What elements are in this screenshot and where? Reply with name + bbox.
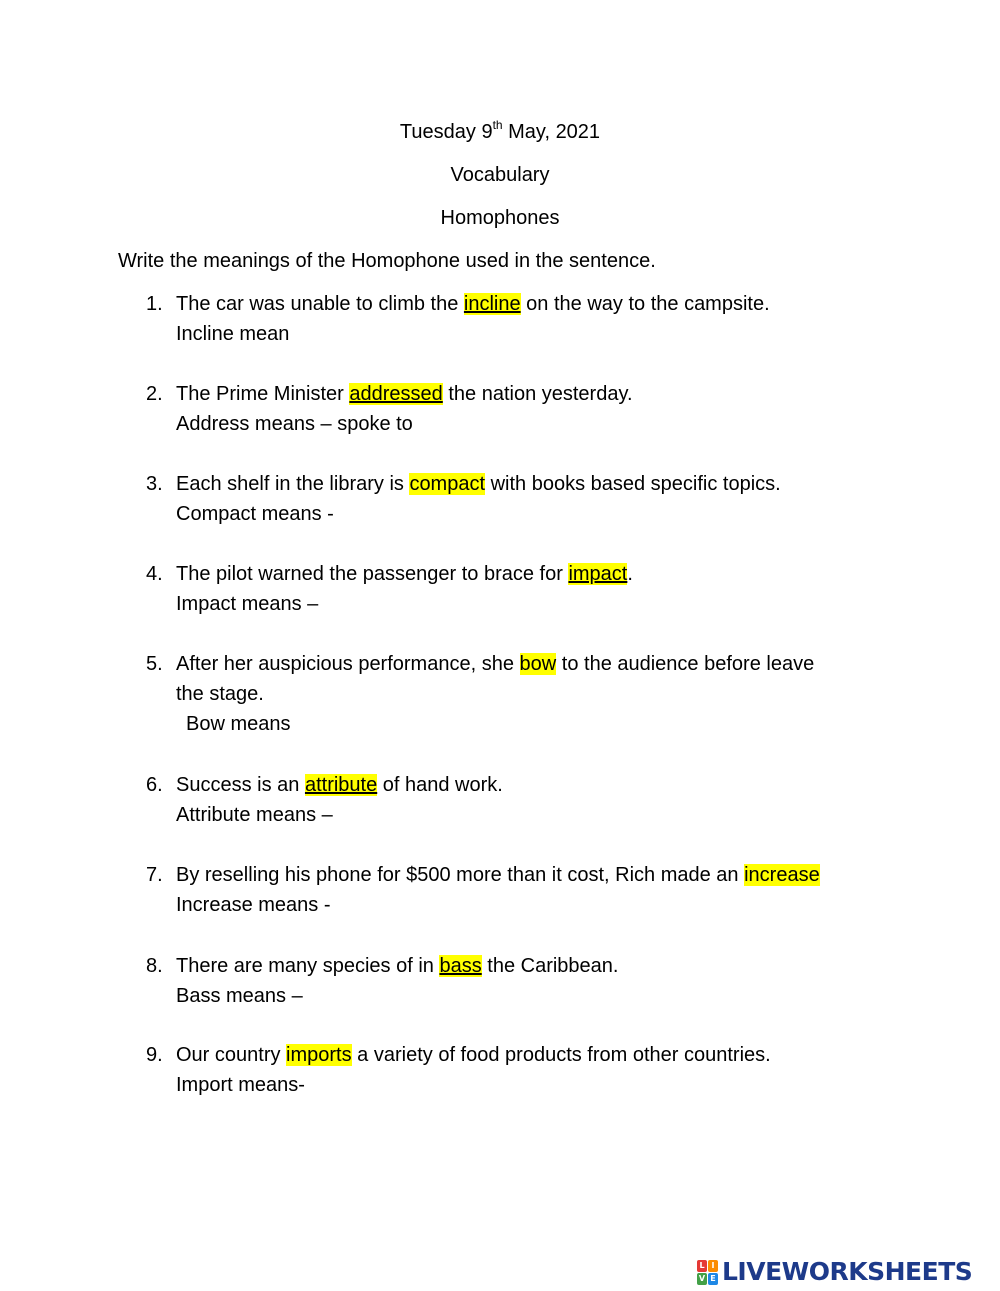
highlighted-word: imports xyxy=(286,1044,352,1066)
highlighted-word: incline xyxy=(463,293,521,315)
question-sentence: The car was unable to climb the incline on the way to the campsite. xyxy=(176,293,770,315)
meaning-line: Attribute means – xyxy=(176,804,333,826)
highlighted-word: bow xyxy=(519,653,557,675)
question-number: 1. xyxy=(146,293,163,315)
instructions: Write the meanings of the Homophone used in the sentence. xyxy=(118,250,656,272)
meaning-line: Import means- xyxy=(176,1074,305,1096)
meaning-line: Compact means - xyxy=(176,503,334,525)
highlighted-word: compact xyxy=(409,473,486,495)
question-sentence: After her auspicious performance, she bow to the audience before leave xyxy=(176,653,815,675)
question-sentence: By reselling his phone for $500 more than it cost, Rich made an increase xyxy=(176,864,820,886)
meaning-line: Impact means – xyxy=(176,593,319,615)
logo-icon: L I V E xyxy=(697,1260,718,1285)
highlighted-word: addressed xyxy=(349,383,443,405)
highlighted-word: attribute xyxy=(304,774,378,796)
question-sentence: There are many species of in bass the Caribbean. xyxy=(176,955,619,977)
date-prefix: Tuesday 9 xyxy=(399,121,493,143)
question-sentence: The Prime Minister addressed the nation yesterday. xyxy=(176,383,633,405)
question-number: 6. xyxy=(146,774,163,796)
question-number: 9. xyxy=(146,1044,163,1066)
meaning-line: Increase means - xyxy=(176,894,331,916)
meaning-line: Incline mean xyxy=(176,323,290,345)
subject-heading: Vocabulary xyxy=(450,164,550,186)
question-number: 2. xyxy=(146,383,163,405)
liveworksheets-logo xyxy=(697,1258,972,1286)
meaning-line: Address means – spoke to xyxy=(176,413,413,435)
question-sentence: Success is an attribute of hand work. xyxy=(176,774,503,796)
highlighted-word: bass xyxy=(439,955,482,977)
topic-heading: Homophones xyxy=(440,207,560,229)
question-sentence: The pilot warned the passenger to brace for impact. xyxy=(176,563,633,585)
date-sup: th xyxy=(492,118,503,133)
question-number: 5. xyxy=(146,653,163,675)
meaning-line: Bow means xyxy=(186,713,291,735)
question-number: 3. xyxy=(146,473,163,495)
question-sentence-continued: the stage. xyxy=(176,683,264,705)
highlighted-word: impact xyxy=(568,563,628,585)
logo-text: LIVEWORKSHEETS xyxy=(722,1257,973,1286)
date-suffix: May, 2021 xyxy=(502,121,601,143)
question-number: 7. xyxy=(146,864,163,886)
highlighted-word: increase xyxy=(744,864,820,886)
question-sentence: Each shelf in the library is compact with books based specific topics. xyxy=(176,473,781,495)
date-line xyxy=(0,120,1000,144)
question-number: 8. xyxy=(146,955,163,977)
question-number: 4. xyxy=(146,563,163,585)
question-sentence: Our country imports a variety of food products from other countries. xyxy=(176,1044,771,1066)
meaning-line: Bass means – xyxy=(176,985,303,1007)
